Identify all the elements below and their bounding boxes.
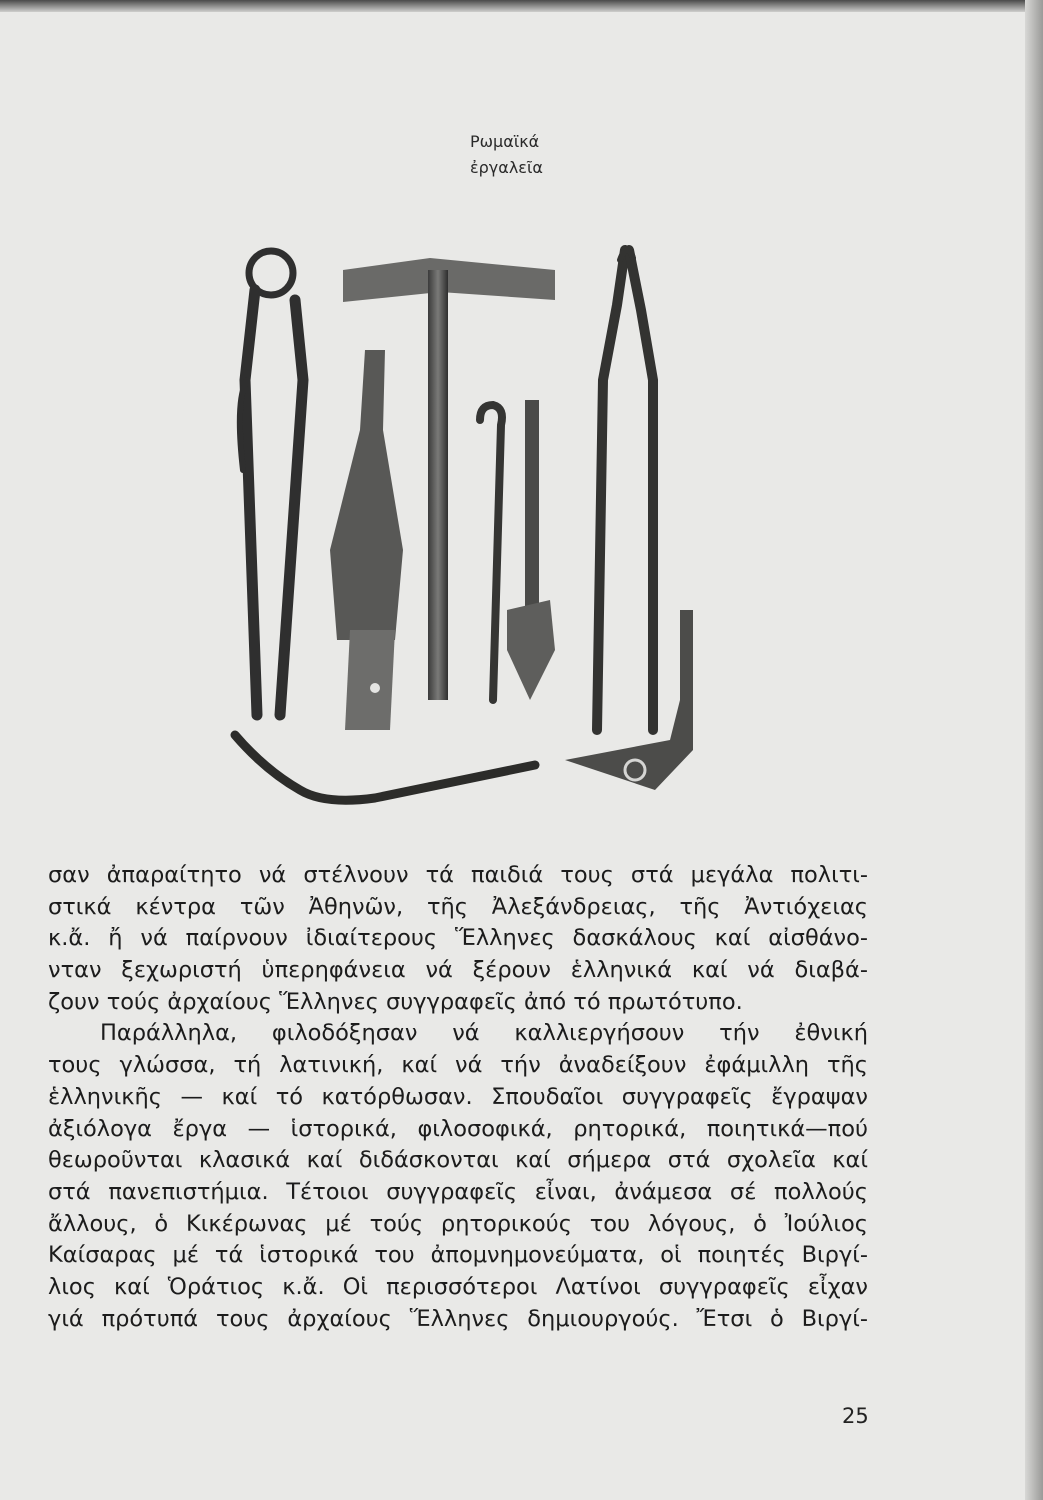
figure-caption — [470, 129, 590, 181]
roman-tools-photo-icon — [225, 230, 695, 830]
l-shaped-tool — [565, 610, 693, 790]
blade-tool — [507, 400, 555, 700]
hook-tool — [480, 405, 502, 700]
text-line: στά πανεπιστήμια. Τέτοιοι συγγραφεῖς εἶναι, ἀνάμεσα σέ πολλούς — [48, 1178, 868, 1205]
text-line: λιος καί Ὁράτιος κ.ἄ. Οἱ περισσότεροι Λατίνοι συγγραφεῖς εἶχαν — [48, 1273, 868, 1300]
caption-line-1: Ρωμαϊκά — [470, 132, 540, 151]
text-line: Καίσαρας μέ τά ἱστορικά του ἀπομνημονεύματα, οἱ ποιητές Βιργί- — [48, 1242, 868, 1269]
text-line: τους γλώσσα, τή λατινική, καί νά τήν ἀναδείξουν ἐφάμιλλη τῆς — [48, 1052, 868, 1079]
sickle-tool — [235, 735, 535, 800]
page-number: 25 — [842, 1404, 869, 1428]
text-line: ζουν τούς ἀρχαίους Ἕλληνες συγγραφεῖς ἀπό τό πρωτότυπο. — [48, 988, 743, 1015]
text-line: ἀξιόλογα ἔργα — ἱστορικά, φιλοσοφικά, ρητορικά, ποιητικά—πού — [48, 1115, 868, 1142]
text-line: στικά κέντρα τῶν Ἀθηνῶν, τῆς Ἀλεξάνδρειας, τῆς Ἀντιόχειας — [48, 893, 868, 920]
text-line: σαν ἀπαραίτητο νά στέλνουν τά παιδιά τους στά μεγάλα πολιτι- — [48, 862, 868, 888]
caption-line-2: ἐργαλεῖα — [470, 158, 543, 177]
tongs-tool — [597, 249, 653, 730]
text-line: γιά πρότυπά τους ἀρχαίους Ἕλληνες δημιουργούς. Ἔτσι ὁ Βιργί- — [48, 1305, 868, 1332]
page-right-edge — [1025, 0, 1043, 1500]
body-paragraphs — [48, 860, 868, 1335]
page-top-edge — [0, 0, 1043, 12]
text-line: ἑλληνικῆς — καί τό κατόρθωσαν. Σπουδαῖοι συγγραφεῖς ἔγραψαν — [48, 1083, 868, 1110]
text-line: ἄλλους, ὁ Κικέρωνας μέ τούς ρητορικούς του λόγους, ὁ Ἰούλιος — [48, 1210, 868, 1237]
text-line: Παράλληλα, φιλοδόξησαν νά καλλιεργήσουν τήν ἐθνική — [100, 1020, 868, 1047]
text-line: θεωροῦνται κλασικά καί διδάσκονται καί σήμερα στά σχολεῖα καί — [48, 1147, 868, 1174]
roman-tools-figure — [225, 230, 695, 830]
pincers-tool — [240, 251, 303, 715]
text-line: κ.ἄ. ἤ νά παίρνουν ἰδιαίτερους Ἕλληνες δασκάλους καί αἰσθάνο- — [48, 925, 868, 952]
chisel-tool — [330, 350, 403, 730]
text-line: νταν ξεχωριστή ὑπερηφάνεια νά ξέρουν ἑλληνικά καί νά διαβά- — [48, 957, 868, 984]
